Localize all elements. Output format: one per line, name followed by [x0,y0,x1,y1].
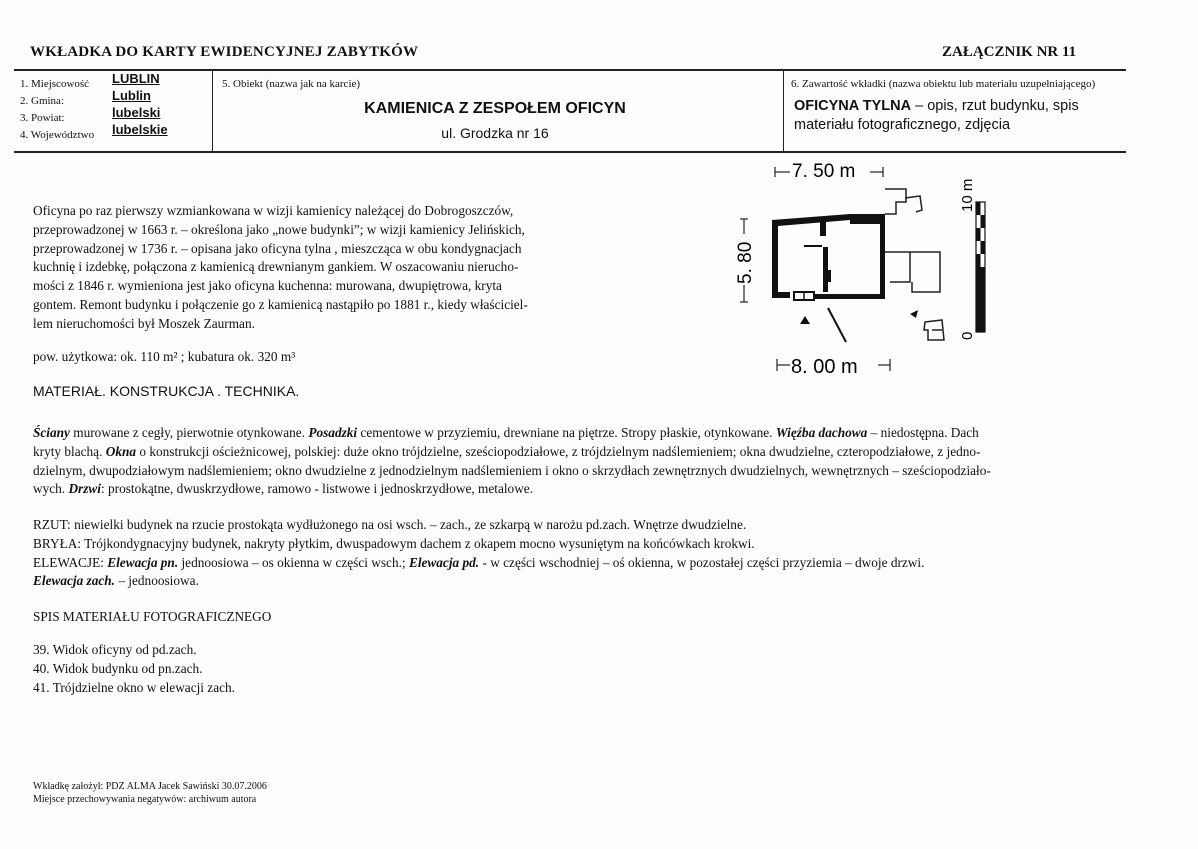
dimension-left-label: 5. 80 [735,241,756,284]
construction-line: dzielnym, dwupodziałowym nadślemieniem; okno dwudzielne z jednodzielnym nadślemieniem i okno o skrzydłach zewnętrznych dwudzielnych, wewnętrznych – sześciopodziało- [33,462,991,478]
elewacja-zach-line [33,572,1143,591]
photo-item: 41. Trójdzielne okno w elewacji zach. [33,679,235,695]
history-line: gontem. Remont budynku i połączenie go z kamienicą nastąpiło po 1881 r., kiedy właściciel- [33,296,528,312]
description-block [33,516,1143,591]
doors-text: : prostokątne, dwuskrzydłowe, ramowo - listwowe i jednoskrzydłowe, metalowe. [100,481,534,497]
area-volume: pow. użytkowa: ok. 110 m² ; kubatura ok. 320 m³ [33,349,296,364]
construction-line [33,424,1143,443]
construction-line [33,443,1143,462]
dimension-left [735,219,756,302]
location-label-powiat: 3. Powiat: [20,112,65,124]
building-outline [772,214,885,300]
header-divider-1 [212,69,213,152]
object-label: 5. Obiekt (nazwa jak na karcie) [222,78,361,90]
floor-plan-drawing [720,152,1020,382]
history-line: mości z 1846 r. wymieniona jest jako oficyna kuchenna: murowana, dwupiętrowa, kryta [33,278,502,294]
scale-bottom-label: 0 [959,331,976,340]
annex-number: ZAŁĄCZNIK NR 11 [942,44,1077,60]
location-value-wojewodztwo: lubelskie [112,122,168,137]
elewacja-pn-label: Elewacja pn. [107,554,179,570]
elewacja-pd-text: - w części wschodniej – oś okienna, w pozostałej części przyziemia – dwoje drzwi. [479,554,925,570]
footer-author: Wkładkę założył: PDZ ALMA Jacek Sawiński 30.07.2006 [33,781,267,792]
contents-description [794,97,1114,135]
roof-label: Więźba dachowa [775,425,868,440]
photo-list [33,641,235,697]
windows-label: Okna [105,443,137,459]
history-line: kuchnię i izdebkę, połączona z kamienicą drewnianym gankiem. W oszacowaniu nierucho- [33,259,519,275]
dimension-bottom-label: 8. 00 m [791,356,858,378]
rzut-line: RZUT: niewielki budynek na rzucie prostokąta wydłużonego na osi wsch. – zach., ze szkarpą w narożu pd.zach. Wnętrze dwudzielne. [33,517,747,532]
elewacja-zach-label: Elewacja zach. [33,573,115,589]
location-label-wojewodztwo: 4. Województwo [20,129,95,141]
elewacja-pd-label: Elewacja pd. [408,554,480,570]
scale-top-label: 10 m [959,178,976,212]
walls-label: Ściany [33,425,70,440]
contents-label: 6. Zawartość wkładki (nazwa obiektu lub materiału uzupełniającego) [791,78,1096,90]
contents-lead: OFICYNA TYLNA [794,98,912,114]
history-line: przeprowadzonej w 1736 r. – opisana jako oficyna tylna , mieszcząca w obu kondygnacjach [33,240,522,256]
photo-list-heading: SPIS MATERIAŁU FOTOGRAFICZNEGO [33,609,272,624]
construction-heading: MATERIAŁ. KONSTRUKCJA . TECHNIKA. [33,383,300,399]
floors-label: Posadzki [308,425,358,440]
header-divider-2 [783,69,784,152]
elewacja-zach-text: – jednoosiowa. [115,573,199,589]
elewacja-pn-text: jednoosiowa – os okienna w części wsch.; [178,554,409,570]
footer-storage: Miejsce przechowywania negatywów: archiwum autora [33,794,257,805]
scale-bar [959,179,985,340]
roof-cover-text: kryty blachą. [33,443,106,459]
adjacent-structures [885,189,944,340]
windows-text: o konstrukcji ościeżnicowej, polskiej: duże okno trójdzielne, sześciopodziałowe, z trójdzielnym nadślemieniem; okna dwudzielne, czteropodziałowe, z jedno- [136,443,981,459]
header-top-rule [14,69,1126,71]
elewacje-prefix: ELEWACJE: [33,554,108,570]
doors-label: Drzwi [68,481,101,497]
location-value-powiat: lubelski [112,105,161,120]
history-line: lem nieruchomości był Moszek Zaurman. [33,315,255,331]
header-title: WKŁADKA DO KARTY EWIDENCYJNEJ ZABYTKÓW [30,44,419,60]
location-value-gmina: Lublin [112,88,151,103]
elewacje-line [33,554,1143,573]
walls-text: murowane z cegły, pierwotnie otynkowane. [69,425,309,440]
history-paragraph [33,202,623,334]
photo-item: 40. Widok budynku od pn.zach. [33,660,203,676]
history-line: przeprowadzonej w 1663 r. – określona jako „nowe budynki”; w wizji kamienicy Jelińskich, [33,221,525,237]
contents-text: – opis, rzut budynku, spis materiału fotograficznego, zdjęcia [794,98,1079,133]
photo-item: 39. Widok oficyny od pd.zach. [33,642,197,657]
object-name: KAMIENICA Z ZESPOŁEM OFICYN [364,100,626,117]
windows-text-end: wych. [33,481,69,497]
dimension-top [775,161,883,182]
dimension-bottom [777,356,890,378]
dimension-top-label: 7. 50 m [792,161,856,182]
entrance-markers [800,308,918,342]
location-label-gmina: 2. Gmina: [20,95,64,107]
roof-text: – niedostępna. Dach [867,425,979,440]
object-address: ul. Grodzka nr 16 [441,125,549,141]
construction-line [33,480,1143,499]
location-label-miejscowosc: 1. Miejscowość [20,78,90,90]
location-value-miejscowosc: LUBLIN [112,71,160,86]
history-line: Oficyna po raz pierwszy wzmiankowana w wizji kamienicy należącej do Dobrogoszczów, [33,203,514,218]
bryla-line: BRYŁA: Trójkondygnacyjny budynek, nakryty płytkim, dwuspadowym dachem z okapem mocno wysuniętym na końcówkach krokwi. [33,535,755,551]
construction-paragraph [33,424,1143,499]
floors-text: cementowe w przyziemiu, drewniane na piętrze. Stropy płaskie, otynkowane. [357,425,776,440]
